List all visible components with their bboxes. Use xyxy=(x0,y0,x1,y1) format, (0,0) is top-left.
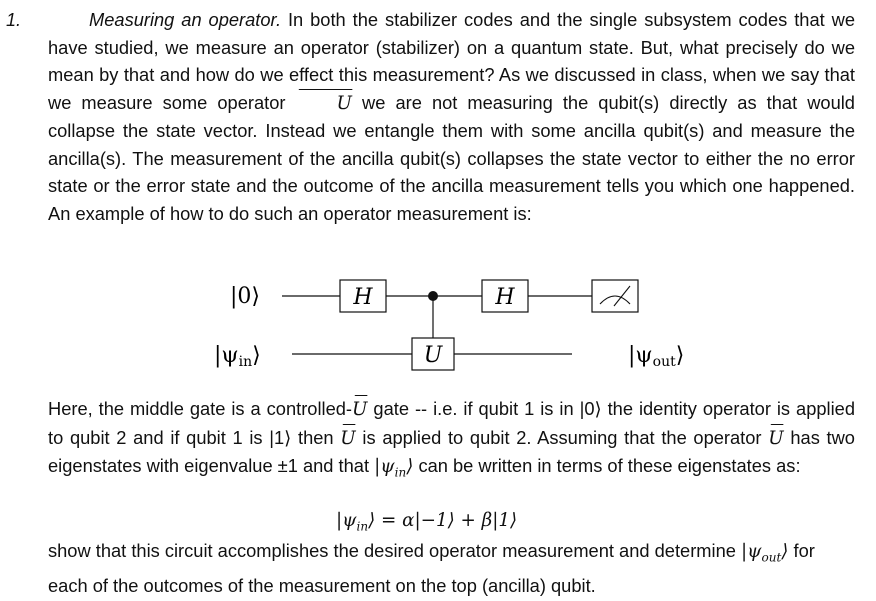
task-text-b: for each of the outcomes of the measurement on the top (ancilla) qubit. xyxy=(48,540,815,597)
hadamard-gate-2-label: H xyxy=(495,285,515,310)
explanation-text-e: can be written in terms of these eigenstates as: xyxy=(418,455,801,476)
state-equation: $|\psi_{in}⟩$ = α|−1⟩ + β|1⟩ xyxy=(336,510,518,534)
problem-title: Measuring an operator. xyxy=(89,9,282,30)
ancilla-input-ket: |0⟩ xyxy=(230,284,260,309)
explanation-text-b: gate -- i.e. if qubit 1 is in |0⟩ the identity operator is applied to qubit 2 and if qubit 1 is |1⟩ then xyxy=(48,398,855,448)
explanation-text-a: Here, the middle gate is a controlled- xyxy=(48,398,353,419)
controlled-u-gate-label: U xyxy=(423,343,443,368)
operator-u-hat: U xyxy=(340,425,355,453)
explanation-text-c: is applied to qubit 2. Assuming that the operator xyxy=(362,426,762,448)
operator-u-hat: U xyxy=(296,90,352,118)
operator-u-hat: U xyxy=(352,396,367,424)
psi-in-inline: $|\psi_{in}⟩$ xyxy=(374,456,414,480)
explanation-text-d: has two eigenstates with eigenvalue ±1 and that xyxy=(48,426,855,476)
intro-text-b: we are not measuring the qubit(s) directly as that would collapse the state vector. Instead we entangle them with some ancilla qubit(s) and measure the ancilla(s). The measurement of the ancilla qubit(s) collapses the state vector to either the no error state or the error state and the outcome of the ancilla measurement tells you which one happened. An example of how to do such an operator measurement is: xyxy=(48,91,855,224)
quantum-circuit-diagram xyxy=(200,270,700,380)
target-output-ket: |ψout⟩ xyxy=(628,343,685,370)
task-paragraph xyxy=(48,537,855,600)
task-text-a: show that this circuit accomplishes the desired operator measurement and determine xyxy=(48,540,736,561)
psi-out-inline: $|\psi_{out}⟩$ xyxy=(741,541,789,565)
problem-intro-paragraph xyxy=(48,6,855,227)
intro-text-a: In both the stabilizer codes and the single subsystem codes that we have studied, we measure an operator (stabilizer) on a quantum state. But, what precisely do we mean by that and how do we effect this measurement? As we discussed in class, when we say that we measure some operator xyxy=(48,9,855,113)
hadamard-gate-1-label: H xyxy=(353,285,373,310)
explanation-paragraph xyxy=(48,395,855,487)
measurement-meter-icon xyxy=(592,280,638,312)
target-input-ket: |ψin⟩ xyxy=(214,343,261,370)
problem-number: 1. xyxy=(6,10,22,30)
operator-u-hat: U xyxy=(768,425,783,453)
